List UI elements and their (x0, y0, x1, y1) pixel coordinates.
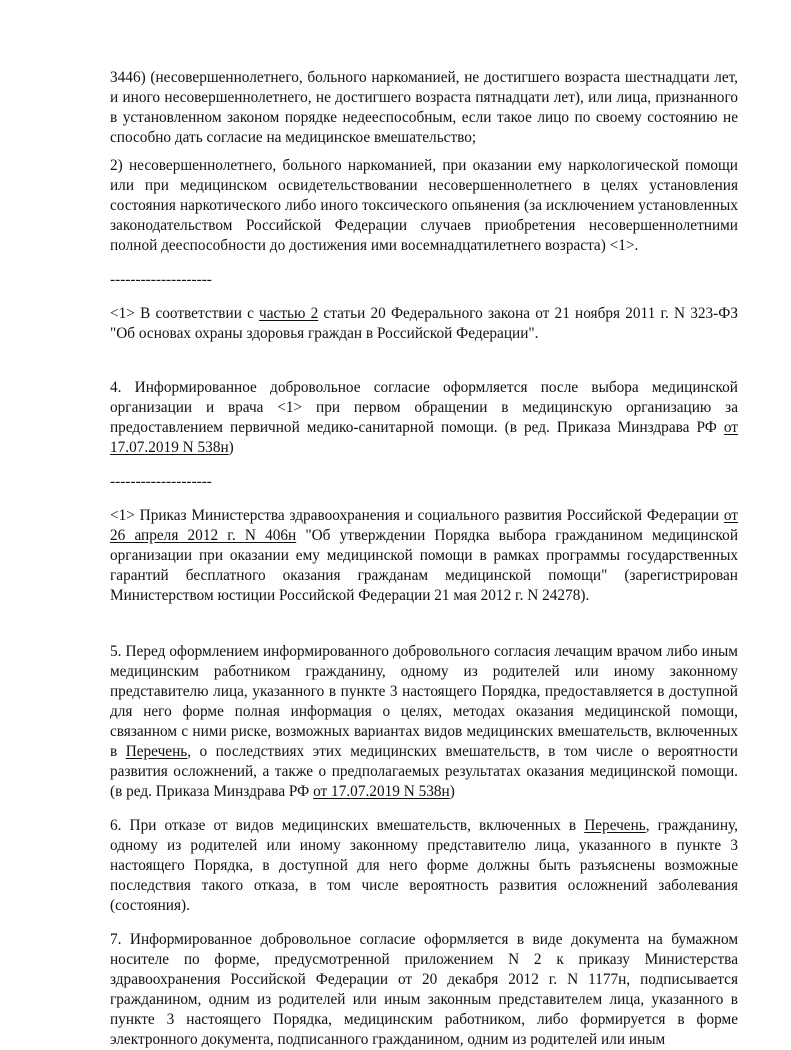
paragraph-item-2: 2) несовершеннолетнего, больного наркоманией, при оказании ему наркологической помощи или при медицинском освидетельствовании несовершеннолетнего в целях установления состояния наркотического либо иного токсического опьянения (за исключением установленных законодательством Российской Федерации случаев приобретения несовершеннолетними полной дееспособности до достижения ими восемнадцатилетнего возраста) <1>. (110, 157, 738, 254)
footnote-2-text-after: "Об утверждении Порядка выбора гражданином медицинской организации при оказании ему медицинской помощи в рамках программы государственных гарантий бесплатного оказания гражданам медицинской помощи" (зарегистрирован Министерством юстиции Российской Федерации 21 мая 2012 г. N 24278). (110, 527, 739, 604)
footnote-separator: -------------------- (110, 271, 212, 288)
footnote-1-link[interactable]: частью 2 (259, 305, 319, 322)
paragraph-6-text-after: , гражданину, одному из родителей или иному законному представителю лица, указанного в пункте 3 настоящего Порядка, в доступной для него форме должны быть разъяснены возможные последствия такого отказа, в том числе вероятность развития осложнений заболевания (состояния). (110, 817, 738, 914)
paragraph-6 (110, 816, 738, 916)
document-page (110, 68, 738, 1050)
footnote-2 (110, 506, 738, 606)
paragraph-5-text-before: 5. Перед оформлением информированного добровольного согласия лечащим врачом либо иным медицинским работником гражданину, одному из родителей или иному законному представителю лица, указанного в пункте 3 настоящего Порядка, предоставляется в доступной для него форме полная информация о целях, методах оказания медицинской помощи, связанном с ними риске, возможных вариантах видов медицинских вмешательств, включенных в (110, 643, 738, 760)
footnote-1-text-before: <1> В соответствии с (110, 305, 260, 322)
paragraph-5-amendment-link[interactable]: от 17.07.2019 N 538н (313, 783, 450, 800)
paragraph-4-text-after: ) (228, 439, 234, 456)
paragraph-continuation: 3446) (несовершеннолетнего, больного наркоманией, не достигшего возраста шестнадцати лет, и иного несовершеннолетнего, не достигшего возраста пятнадцати лет), или лица, признанного в установленном законом порядке недееспособным, если такое лицо по своему состоянию не способно дать согласие на медицинское вмешательство; (110, 69, 738, 146)
paragraph-5-list-link[interactable]: Перечень (125, 743, 188, 760)
footnote-1-text-after: статьи 20 Федерального закона от 21 ноября 2011 г. N 323-ФЗ "Об основах охраны здоровья граждан в Российской Федерации". (110, 305, 739, 342)
paragraph-7: 7. Информированное добровольное согласие оформляется в виде документа на бумажном носителе по форме, предусмотренной приложением N 2 к приказу Министерства здравоохранения Российской Федерации от 20 декабря 2012 г. N 1177н, подписывается гражданином, одним из родителей или иным законным представителем лица, указанного в пункте 3 настоящего Порядка, медицинским работником, либо формируется в форме электронного документа, подписанного гражданином, одним из родителей или иным (110, 931, 738, 1048)
paragraph-4 (110, 378, 738, 458)
footnote-1 (110, 304, 738, 344)
paragraph-5-text-after: ) (449, 783, 455, 800)
footnote-separator-2: -------------------- (110, 473, 212, 490)
paragraph-6-text-before: 6. При отказе от видов медицинских вмешательств, включенных в (110, 817, 585, 834)
paragraph-5-text-middle: , о последствиях этих медицинских вмешательств, в том числе о вероятности развития осложнений, а также о предполагаемых результатах оказания медицинской помощи. (в ред. Приказа Минздрава РФ (110, 743, 738, 800)
paragraph-4-amendment-link[interactable]: от 17.07.2019 N 538н (110, 419, 738, 456)
paragraph-6-list-link[interactable]: Перечень (584, 817, 646, 834)
paragraph-4-text-before: 4. Информированное добровольное согласие оформляется после выбора медицинской организации и врача <1> при первом обращении в медицинскую организацию за предоставлением первичной медико-санитарной помощи. (в ред. Приказа Минздрава РФ (110, 379, 738, 436)
paragraph-5 (110, 642, 738, 802)
footnote-2-link[interactable]: от 26 апреля 2012 г. N 406н (110, 507, 738, 544)
footnote-2-text-before: <1> Приказ Министерства здравоохранения и социального развития Российской Федерации (110, 507, 724, 524)
